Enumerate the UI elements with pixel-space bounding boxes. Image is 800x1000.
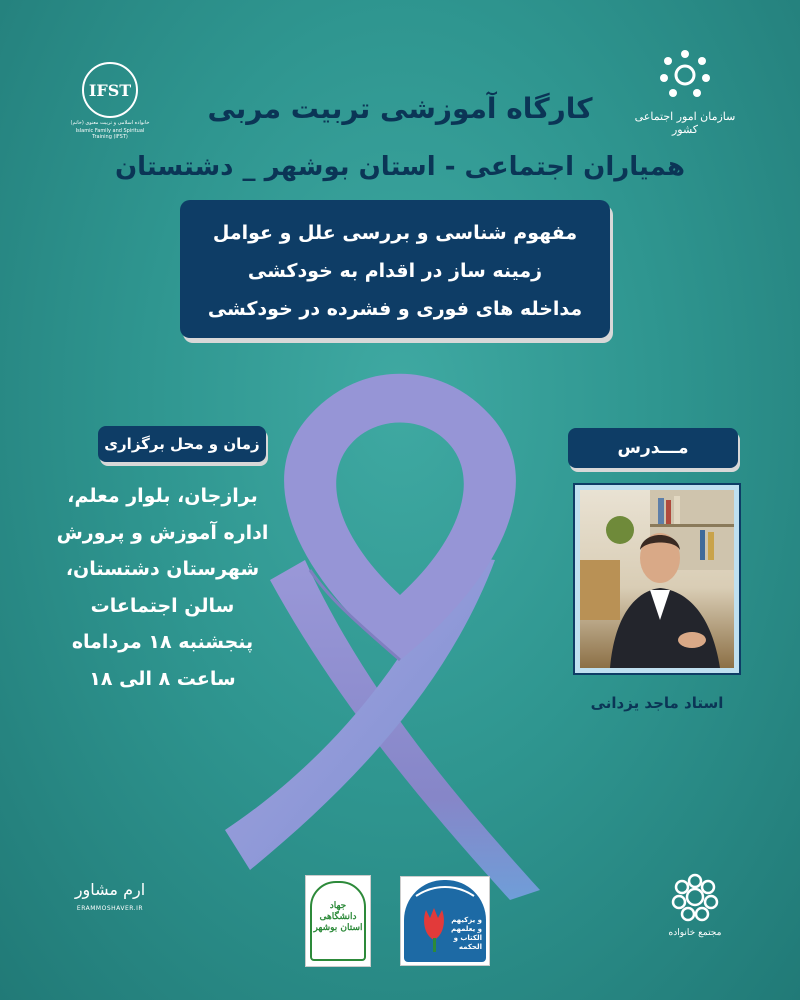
- event-line: سالن اجتماعات: [90, 594, 235, 617]
- topic-line: مداخله های فوری و فشرده در خودکشی: [207, 298, 583, 320]
- social-affairs-caption: سازمان امور اجتماعی کشور: [634, 110, 736, 136]
- teacher-photo: [573, 483, 741, 675]
- topic-line: زمینه ساز در اقدام به خودکشی: [247, 260, 543, 282]
- jihad-daneshgahi-logo: [305, 875, 371, 967]
- event-line: شهرستان دشتستان،: [65, 558, 260, 580]
- event-line: اداره آموزش و پرورش: [56, 521, 269, 544]
- teacher-portrait: [580, 490, 734, 668]
- eram-moshaver-name: ارم مشاور: [74, 880, 146, 899]
- event-line: برازجان، بلوار معلم،: [67, 485, 258, 507]
- event-line: پنجشنبه ۱۸ مرداماه: [71, 631, 254, 653]
- ifst-caption-fa: خانواده اسلامی و تربیت معنوی (خاتم): [70, 120, 150, 126]
- education-motto: و یزکیهم و یعلمهم الکتاب و الحکمه: [450, 916, 482, 951]
- teacher-label: مـــدرس: [568, 428, 738, 468]
- rosette-icon: [670, 872, 720, 922]
- family-complex-logo: [650, 872, 740, 938]
- eram-moshaver-url: ERAMMOSHAVER.IR: [76, 905, 144, 912]
- education-ministry-logo: [400, 876, 490, 966]
- event-label: زمان و محل برگزاری: [98, 426, 266, 462]
- event-details: [40, 478, 285, 697]
- event-line: ساعت ۸ الی ۱۸: [89, 667, 236, 690]
- ifst-logo-mark: IFST: [82, 62, 138, 118]
- family-complex-caption: مجتمع خانواده: [668, 928, 722, 938]
- topic-box: [180, 200, 610, 338]
- workshop-subtitle: همیاران اجتماعی - استان بوشهر _ دشتستان: [114, 152, 686, 182]
- teacher-name: استاد ماجد یزدانی: [590, 694, 724, 712]
- ifst-caption-en: Islamic Family and Spiritual Training (IFST): [75, 128, 145, 140]
- jihad-daneshgahi-text: جهاد دانشگاهی استان بوشهر: [310, 881, 366, 961]
- eram-moshaver-logo: [60, 880, 160, 912]
- workshop-title: کارگاه آموزشی تربیت مربی: [207, 92, 593, 125]
- topic-line: مفهوم شناسی و بررسی علل و عوامل: [212, 222, 578, 244]
